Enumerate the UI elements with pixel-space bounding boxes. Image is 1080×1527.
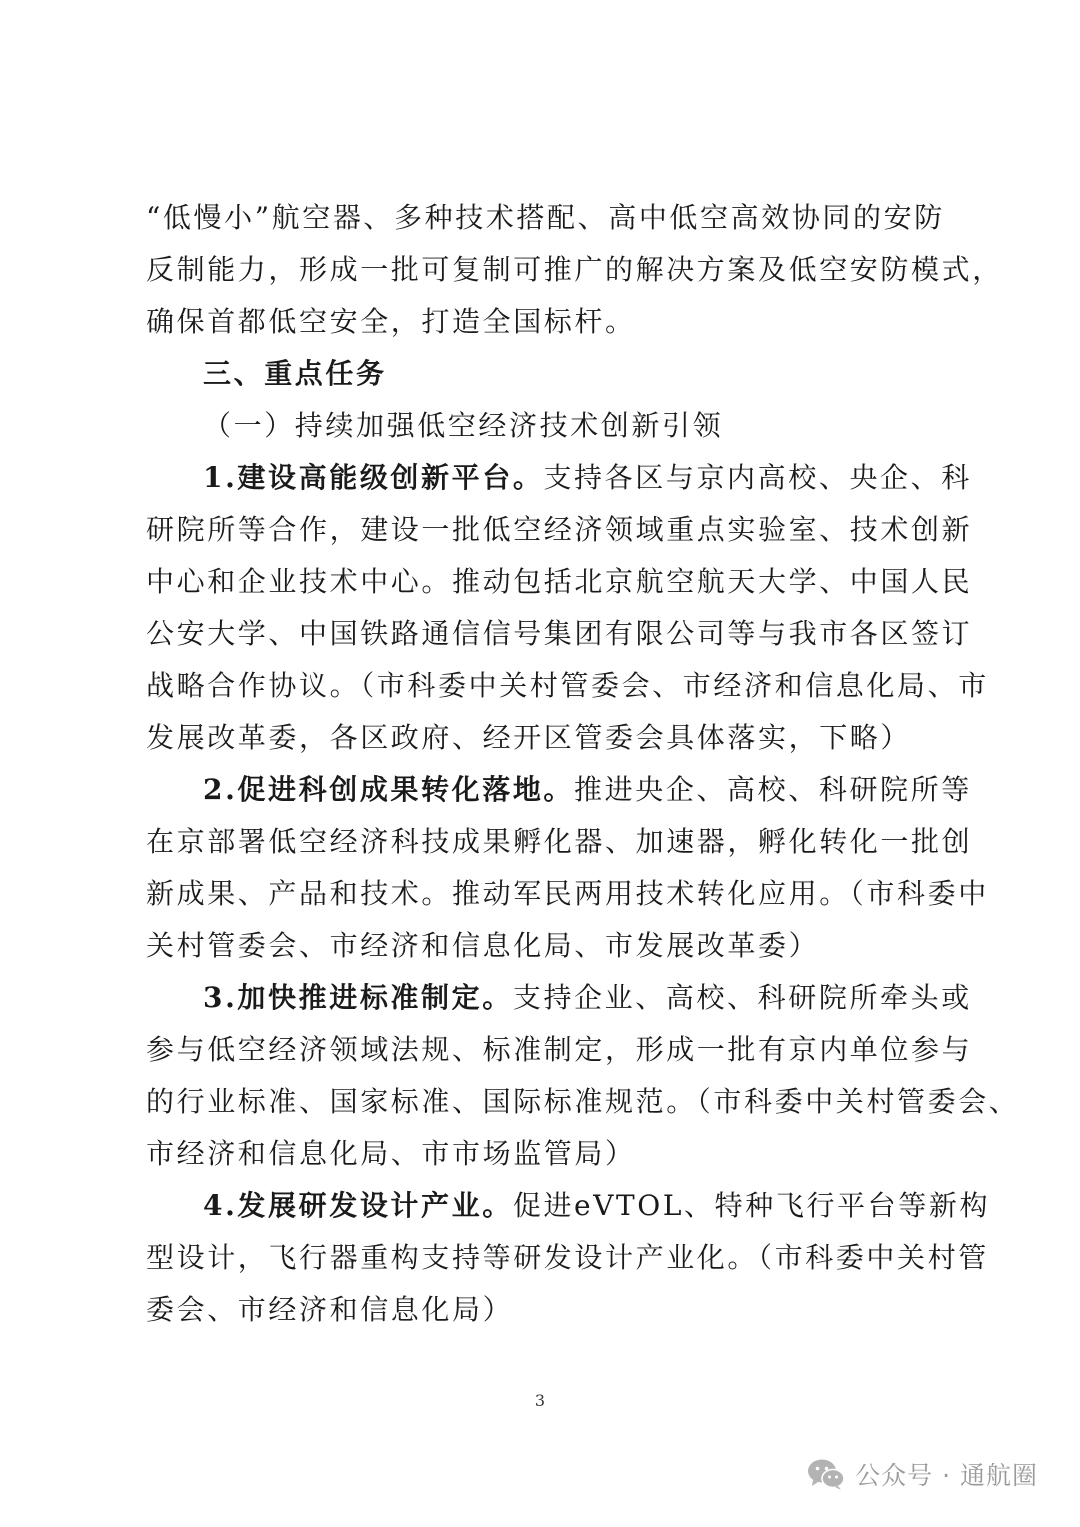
item-3-title: 3.加快推进标准制定。 <box>203 981 513 1014</box>
text-line: “低慢小”航空器、多种技术搭配、高中低空高效协同的安防 <box>146 201 945 234</box>
watermark-text: 公众号 · 通航圈 <box>855 1461 1038 1490</box>
item-2-first-line <box>203 765 972 815</box>
text-line: 在京部署低空经济科技成果孵化器、加速器，孵化转化一批创 <box>146 825 973 858</box>
text-line: 发展改革委，各区政府、经开区管委会具体落实，下略） <box>146 721 912 754</box>
page-number: 3 <box>534 1391 546 1410</box>
item-4-title: 4.发展研发设计产业。 <box>203 1189 513 1222</box>
item-2-text: 推进央企、高校、科研院所等 <box>574 773 972 806</box>
text-line: 研院所等合作，建设一批低空经济领域重点实验室、技术创新 <box>146 513 973 546</box>
text-line: 市经济和信息化局、市市场监管局） <box>146 1137 636 1170</box>
text-line: 战略合作协议。（市科委中关村管委会、市经济和信息化局、市 <box>146 669 989 702</box>
item-3-text: 支持企业、高校、科研院所牵头或 <box>512 981 972 1014</box>
text-line: 委会、市经济和信息化局） <box>146 1293 514 1326</box>
section-heading: 三、重点任务 <box>203 357 387 390</box>
text-line: 确保首都低空安全，打造全国标杆。 <box>146 305 636 338</box>
item-1-title: 1.建设高能级创新平台。 <box>203 461 544 494</box>
subsection-heading: （一）持续加强低空经济技术创新引领 <box>203 409 724 442</box>
item-1-text: 支持各区与京内高校、央企、科 <box>543 461 972 494</box>
item-4-text: 促进eVTOL、特种飞行平台等新构 <box>512 1189 991 1222</box>
text-line: 新成果、产品和技术。推动军民两用技术转化应用。（市科委中 <box>146 877 989 910</box>
item-1-first-line <box>203 453 972 503</box>
text-line: 的行业标准、国家标准、国际标准规范。（市科委中关村管委会、 <box>146 1085 1020 1118</box>
item-4-first-line <box>203 1181 991 1231</box>
watermark <box>807 1454 1038 1494</box>
text-line: 参与低空经济领域法规、标准制定，形成一批有京内单位参与 <box>146 1033 973 1066</box>
text-line: 公安大学、中国铁路通信信号集团有限公司等与我市各区签订 <box>146 617 973 650</box>
text-line: 关村管委会、市经济和信息化局、市发展改革委） <box>146 929 820 962</box>
item-2-title: 2.促进科创成果转化落地。 <box>203 773 575 806</box>
item-3-first-line <box>203 973 972 1023</box>
wechat-icon <box>807 1457 845 1491</box>
text-line: 中心和企业技术中心。推动包括北京航空航天大学、中国人民 <box>146 565 973 598</box>
text-line: 反制能力，形成一批可复制可推广的解决方案及低空安防模式， <box>146 253 1003 286</box>
text-line: 型设计，飞行器重构支持等研发设计产业化。（市科委中关村管 <box>146 1241 989 1274</box>
